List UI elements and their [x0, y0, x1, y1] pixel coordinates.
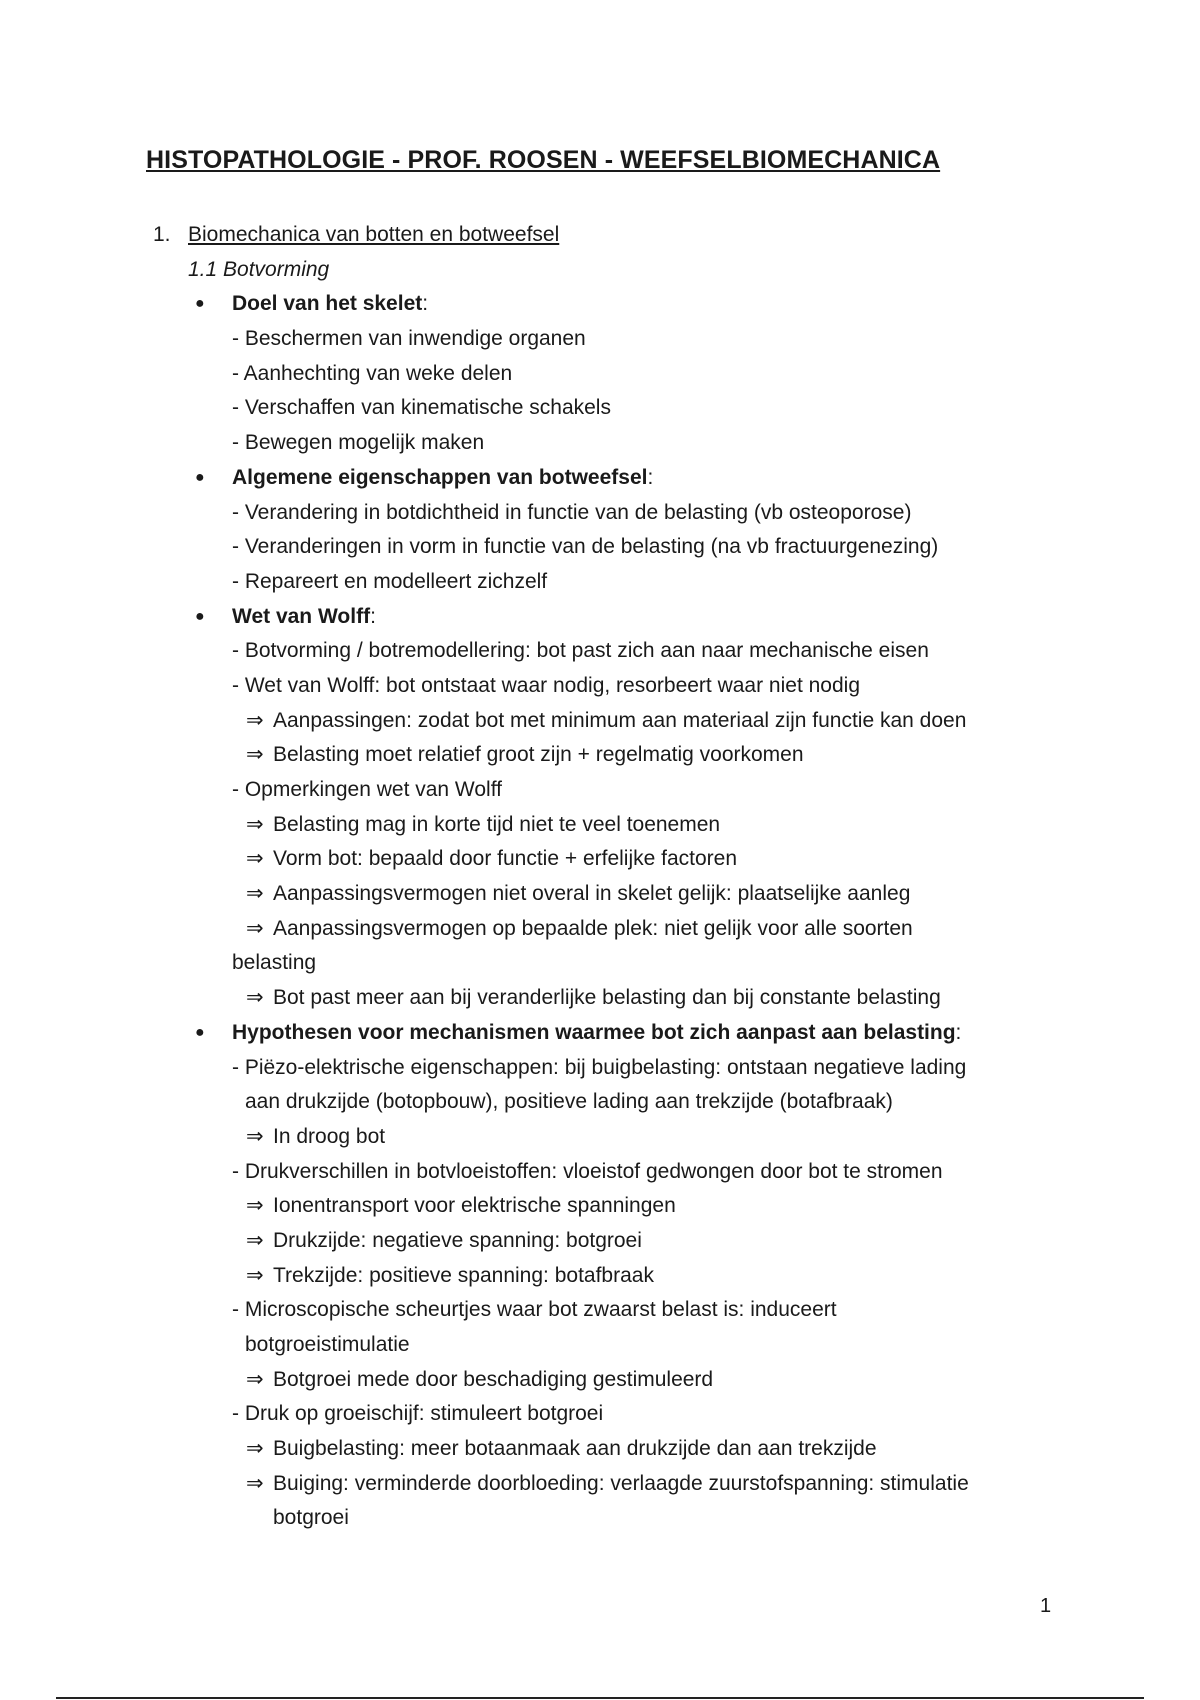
arrow-item: Aanpassingsvermogen niet overal in skelet gelijk: plaatselijke aanleg: [273, 882, 911, 906]
dash-item: - Veranderingen in vorm in functie van de belasting (na vb fractuurgenezing): [232, 535, 939, 559]
list-item: [0, 1328, 1200, 1363]
dash-item: - Drukverschillen in botvloeistoffen: vloeistof gedwongen door bot te stromen: [232, 1159, 943, 1183]
wrapped-text: aan drukzijde (botopbouw), positieve lading aan trekzijde (botafbraak): [245, 1090, 893, 1114]
bullet-item: [0, 287, 1200, 322]
list-item: [0, 1155, 1200, 1190]
list-item: [0, 1363, 1200, 1398]
arrow-item: Aanpassingsvermogen op bepaalde plek: niet gelijk voor alle soorten: [273, 916, 913, 940]
arrow-item: Vorm bot: bepaald door functie + erfelijke factoren: [273, 847, 738, 871]
dash-item: - Verandering in botdichtheid in functie van de belasting (vb osteoporose): [232, 500, 912, 524]
list-item: [0, 877, 1200, 912]
list-item: [0, 1189, 1200, 1224]
list-item: [0, 1224, 1200, 1259]
dash-item: - Bewegen mogelijk maken: [232, 431, 485, 455]
dash-item: - Aanhechting van weke delen: [232, 361, 513, 385]
list-item: [0, 530, 1200, 565]
arrow-item: Aanpassingen: zodat bot met minimum aan materiaal zijn functie kan doen: [273, 708, 967, 732]
dash-item: - Beschermen van inwendige organen: [232, 327, 586, 351]
arrow-icon: ⇒: [246, 1228, 264, 1252]
subsection-heading: [0, 253, 1200, 288]
bullet-dot-icon: ●: [195, 607, 205, 625]
wrapped-text: botgroeistimulatie: [245, 1333, 410, 1356]
bullet-title: Hypothesen voor mechanismen waarmee bot zich aanpast aan belasting: [232, 1020, 956, 1044]
document-content: [0, 218, 1200, 1536]
arrow-item: Trekzijde: positieve spanning: botafbraak: [273, 1263, 654, 1287]
list-item: [0, 738, 1200, 773]
arrow-icon: ⇒: [246, 986, 264, 1010]
bullet-title: Doel van het skelet: [232, 292, 423, 316]
section-title: Biomechanica van botten en botweefsel: [188, 223, 560, 246]
list-item: [0, 808, 1200, 843]
arrow-icon: ⇒: [246, 708, 264, 732]
wrapped-text: belasting: [232, 951, 317, 975]
dash-item: - Repareert en modelleert zichzelf: [232, 569, 548, 593]
list-item: [0, 1120, 1200, 1155]
list-item: [0, 1467, 1200, 1502]
page-divider: [56, 1697, 1144, 1699]
arrow-icon: ⇒: [246, 1124, 264, 1148]
dash-item: - Botvorming / botremodellering: bot past zich aan naar mechanische eisen: [232, 639, 929, 663]
bullet-colon: :: [370, 604, 376, 628]
dash-item: - Druk op groeischijf: stimuleert botgroei: [232, 1402, 604, 1426]
list-item: [0, 912, 1200, 947]
list-item: [0, 1259, 1200, 1294]
list-item: [0, 704, 1200, 739]
list-item: [0, 981, 1200, 1016]
bullet-colon: :: [955, 1020, 962, 1044]
page-number: 1: [1040, 1595, 1052, 1617]
list-item: [0, 773, 1200, 808]
list-item: [0, 1397, 1200, 1432]
list-item: [0, 1501, 1200, 1536]
list-item: [0, 1085, 1200, 1120]
arrow-item: Buigbelasting: meer botaanmaak aan drukzijde dan aan trekzijde: [273, 1437, 877, 1461]
arrow-icon: ⇒: [246, 882, 264, 906]
list-item: [0, 391, 1200, 426]
list-item: [0, 1051, 1200, 1086]
list-item: [0, 1293, 1200, 1328]
list-item: [0, 426, 1200, 461]
arrow-icon: ⇒: [246, 812, 264, 836]
arrow-icon: ⇒: [246, 1194, 264, 1218]
list-item: [0, 842, 1200, 877]
arrow-icon: ⇒: [246, 916, 264, 940]
arrow-item: Botgroei mede door beschadiging gestimuleerd: [273, 1367, 714, 1391]
list-item: [0, 1432, 1200, 1467]
bullet-dot-icon: ●: [195, 1023, 205, 1041]
bullet-item: [0, 461, 1200, 496]
bullet-dot-icon: ●: [195, 295, 205, 313]
arrow-icon: ⇒: [246, 743, 264, 767]
dash-item: - Wet van Wolff: bot ontstaat waar nodig, resorbeert waar niet nodig: [232, 673, 861, 697]
bullet-title: Wet van Wolff: [232, 604, 371, 628]
bullet-dot-icon: ●: [195, 468, 205, 486]
bullet-colon: :: [647, 465, 654, 489]
wrapped-text: botgroei: [273, 1506, 349, 1530]
section-number: 1.: [153, 223, 171, 246]
dash-item: - Opmerkingen wet van Wolff: [232, 778, 503, 801]
list-item: [0, 565, 1200, 600]
arrow-item: In droog bot: [273, 1124, 386, 1148]
document-title: HISTOPATHOLOGIE - PROF. ROOSEN - WEEFSELBIOMECHANICA: [146, 146, 941, 174]
arrow-icon: ⇒: [246, 1471, 264, 1495]
arrow-item: Bot past meer aan bij veranderlijke belasting dan bij constante belasting: [273, 986, 941, 1010]
arrow-item: Buiging: verminderde doorbloeding: verlaagde zuurstofspanning: stimulatie: [273, 1471, 969, 1495]
dash-item: - Piëzo-elektrische eigenschappen: bij buigbelasting: ontstaan negatieve lading: [232, 1055, 967, 1079]
list-item: [0, 946, 1200, 981]
list-item: [0, 322, 1200, 357]
dash-item: - Verschaffen van kinematische schakels: [232, 396, 611, 420]
dash-item: - Microscopische scheurtjes waar bot zwaarst belast is: induceert: [232, 1298, 837, 1322]
arrow-icon: ⇒: [246, 847, 264, 871]
section-heading: [0, 218, 1200, 253]
arrow-item: Belasting moet relatief groot zijn + regelmatig voorkomen: [273, 743, 804, 767]
arrow-item: Belasting mag in korte tijd niet te veel toenemen: [273, 812, 721, 836]
arrow-item: Drukzijde: negatieve spanning: botgroei: [273, 1228, 642, 1252]
bullet-title: Algemene eigenschappen van botweefsel: [232, 465, 648, 489]
list-item: [0, 357, 1200, 392]
arrow-icon: ⇒: [246, 1437, 264, 1461]
subsection-title: 1.1 Botvorming: [188, 257, 330, 281]
list-item: [0, 669, 1200, 704]
bullet-colon: :: [422, 292, 429, 316]
arrow-icon: ⇒: [246, 1367, 264, 1391]
arrow-item: Ionentransport voor elektrische spanningen: [273, 1194, 676, 1218]
list-item: [0, 496, 1200, 531]
bullet-item: [0, 600, 1200, 635]
bullet-item: [0, 1016, 1200, 1051]
arrow-icon: ⇒: [246, 1263, 264, 1287]
list-item: [0, 634, 1200, 669]
